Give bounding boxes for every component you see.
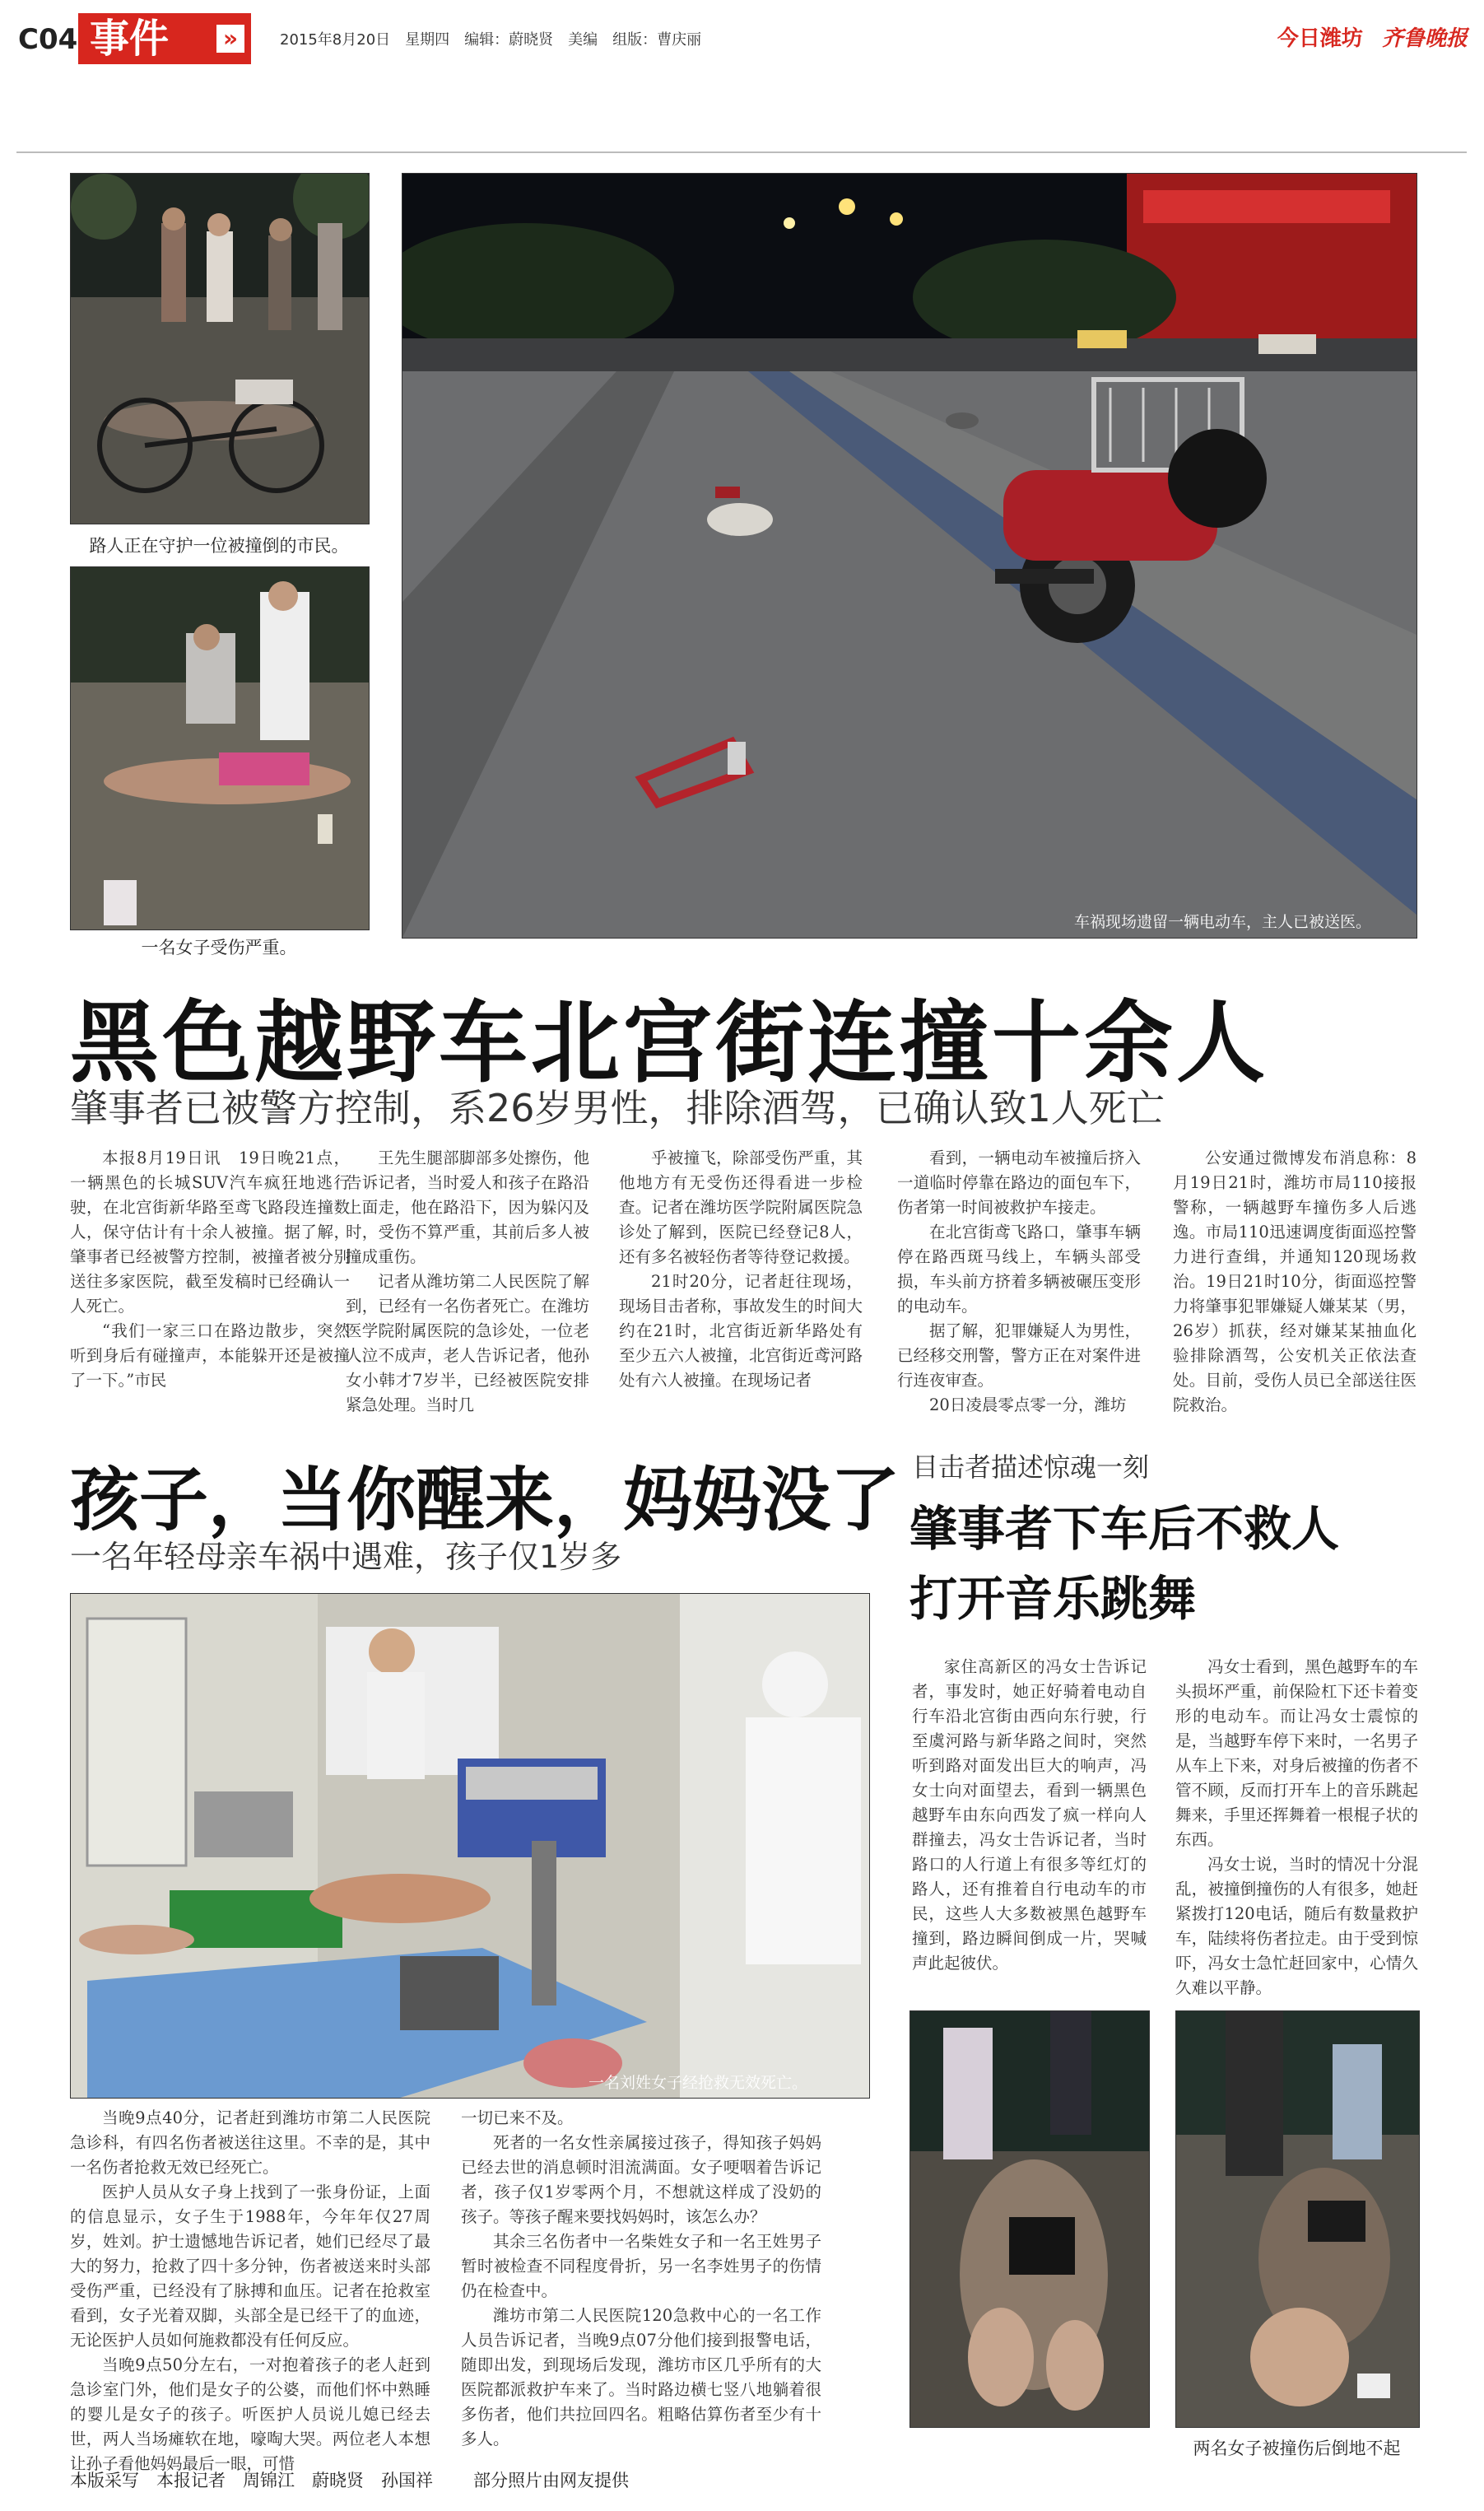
- paragraph: 死者的一名女性亲属接过孩子，得知孩子妈妈已经去世的消息顿时泪流满面。女子哽咽着告诉记者，孩子仅1岁零两个月，不想就这样成了没奶的孩子。等孩子醒来要找妈妈时，该怎么办？: [461, 2133, 821, 2226]
- caption-top-left: 路人正在守护一位被撞倒的市民。: [89, 536, 349, 556]
- photo-two-women-left: [909, 2010, 1150, 2428]
- chevron-right-icon: »: [216, 25, 244, 53]
- photo-credit: 部分照片由网友提供: [473, 2471, 629, 2490]
- section-title: 事件: [90, 16, 170, 62]
- main-column-4: [897, 1146, 1141, 1418]
- paragraph: 当晚9点50分左右，一对抱着孩子的老人赶到急诊室门外，他们是女子的公婆，而他们怀中熟睡的婴儿是女子的孩子。听医护人员说儿媳已经去世，两人当场瘫软在地，嚎啕大哭。两位老人本想让孙子看他妈妈最后一眼，可惜: [70, 2355, 430, 2473]
- paragraph: 在北宫街鸢飞路口，肇事车辆停在路西斑马线上，车辆头部受损，车头前方挤着多辆被碾压变形的电动车。: [897, 1223, 1141, 1316]
- second-column-2: [461, 2106, 821, 2452]
- paragraph: 本报8月19日讯 19日晚21点，一辆黑色的长城SUV汽车疯狂地逃行驶，在北宫街新华路至鸢飞路段连撞数人，保守估计有十余人被撞。据了解，肇事者已经被警方控制，被撞者被分别送往多家医院，截至发稿时已经确认一人死亡。: [70, 1148, 350, 1316]
- caption-mid-left: 一名女子受伤严重。: [141, 938, 297, 957]
- header-divider: [16, 151, 1467, 153]
- caption-two-women: 两名女子被撞伤后倒地不起: [1193, 2439, 1401, 2458]
- third-kicker: 目击者描述惊魂一刻: [912, 1451, 1150, 1483]
- photo-accident-scene: [402, 173, 1417, 939]
- main-headline: 黑色越野车北宫街连撞十余人: [70, 992, 1269, 1095]
- paragraph: 王先生腿部脚部多处擦伤，他告诉记者，当时爱人和孩子在路沿上面走，他在路沿下，因为躲闪及时，受伤不算严重，其前后多人被撞成重伤。: [346, 1148, 589, 1266]
- photo-crowd-bicycle: [70, 173, 370, 524]
- issue-meta: 2015年8月20日 星期四 编辑：蔚晓贤 美编 组版：曹庆丽: [280, 31, 702, 49]
- paragraph: 21时20分，记者赶往现场，现场目击者称，事故发生的时间大约在21时，北宫街近新华路处有至少五六人被撞，北宫街近鸢河路处有六人被撞。在现场记者: [619, 1272, 863, 1390]
- third-headline-line1: 肇事者下车后不救人: [909, 1501, 1340, 1557]
- main-column-5: [1173, 1146, 1417, 1418]
- paragraph: 据了解，犯罪嫌疑人为男性，已经移交刑警，警方正在对案件进行连夜审查。: [897, 1321, 1141, 1390]
- paragraph: 公安通过微博发布消息称：8月19日21时，潍坊市局110接报警称，一辆越野车撞伤多人后逃逸。市局110迅速调度街面巡控警力进行查缉，并通知120现场救治。19日21时10分，街面巡控警力将肇事犯罪嫌疑人嫌某某（男，26岁）抓获，经对嫌某某抽血化验排除酒驾，公安机关正依法查处。目前，受伤人员已全部送往医院救治。: [1173, 1148, 1417, 1414]
- second-headline: 孩子，当你醒来，妈妈没了: [70, 1460, 900, 1540]
- paragraph: 其余三名伤者中一名柴姓女子和一名王姓男子暂时被检查不同程度骨折，另一名李姓男子的伤情仍在检查中。: [461, 2232, 821, 2300]
- paragraph: “我们一家三口在路边散步，突然听到身后有碰撞声，本能躲开还是被撞了一下。”市民: [70, 1321, 350, 1390]
- section-label: [78, 13, 251, 64]
- third-column-2: [1175, 1655, 1418, 2001]
- main-subheadline: 肇事者已被警方控制，系26岁男性，排除酒驾，已确认致1人死亡: [70, 1086, 1165, 1130]
- third-column-1: [912, 1655, 1147, 1976]
- paragraph: 冯女士说，当时的情况十分混乱，被撞倒撞伤的人有很多，她赶紧拨打120电话，随后有数量救护车，陆续将伤者拉走。由于受到惊吓，冯女士急忙赶回家中，心情久久难以平静。: [1175, 1855, 1418, 1997]
- paragraph: 冯女士看到，黑色越野车的车头损坏严重，前保险杠下还卡着变形的电动车。而让冯女士震惊的是，当越野车停下来时，一名男子从车上下来，对身后被撞的伤者不管不顾，反而打开车上的音乐跳起舞来，手里还挥舞着一根棍子状的东西。: [1175, 1657, 1418, 1849]
- paragraph: 家住高新区的冯女士告诉记者，事发时，她正好骑着电动自行车沿北宫街由西向东行驶，行至虞河路与新华路之间时，突然听到路对面发出巨大的响声，冯女士向对面望去，看到一辆黑色越野车由东向西发了疯一样向人群撞去，冯女士告诉记者，当时路口的人行道上有很多等红灯的路人，还有推着自行电动车的市民，这些人大多数被黑色越野车撞到，路边瞬间倒成一片，哭喊声此起彼伏。: [912, 1657, 1147, 1973]
- paragraph: 乎被撞飞，除部受伤严重，其他地方有无受伤还得看进一步检查。记者在潍坊医学院附属医院急诊处了解到，医院已经登记8人，还有多名被轻伤者等待登记救援。: [619, 1148, 863, 1266]
- paragraph: 潍坊市第二人民医院120急救中心的一名工作人员告诉记者，当晚9点07分他们接到报警电话，随即出发，到现场后发现，潍坊市区几乎所有的大医院都派救护车来了。当时路边横七竖八地躺着很多伤者，他们共拉回四名。粗略估算伤者至少有十多人。: [461, 2306, 821, 2448]
- page-number: C04: [18, 23, 78, 56]
- paragraph: 当晚9点40分，记者赶到潍坊市第二人民医院急诊科，有四名伤者被送往这里。不幸的是，其中一名伤者抢救无效已经死亡。: [70, 2108, 430, 2177]
- paragraph: 一切已来不及。: [461, 2108, 574, 2127]
- edition-label: 今日潍坊: [1277, 26, 1363, 51]
- photo-injured-woman: [70, 566, 370, 930]
- second-subheadline: 一名年轻母亲车祸中遇难，孩子仅1岁多: [70, 1539, 622, 1575]
- photo-hospital: [70, 1593, 870, 2099]
- paragraph: 看到，一辆电动车被撞后挤入一道临时停靠在路边的面包车下，伤者第一时间被救护车接走。: [897, 1148, 1141, 1217]
- third-headline-line2: 打开音乐跳舞: [909, 1571, 1197, 1627]
- second-column-1: [70, 2106, 430, 2476]
- reporter-credit: 本版采写 本报记者 周锦江 蔚晓贤 孙国祥: [70, 2471, 433, 2490]
- brand-logo: 齐鲁晚报: [1381, 26, 1468, 51]
- main-column-2: [346, 1146, 589, 1418]
- paragraph: 记者从潍坊第二人民医院了解到，已经有一名伤者死亡。在潍坊医学院附属医院的急诊处，一位老人泣不成声，老人告诉记者，他孙女小韩才7岁半，已经被医院安排紧急处理。当时几: [346, 1272, 589, 1414]
- masthead: [1277, 21, 1468, 52]
- main-column-3: [619, 1146, 863, 1393]
- paragraph: 20日凌晨零点零一分，潍坊: [929, 1395, 1127, 1414]
- paragraph: 医护人员从女子身上找到了一张身份证，上面的信息显示，女子生于1988年，今年年仅27周岁，姓刘。护士遗憾地告诉记者，她们已经尽了最大的努力，抢救了四十多分钟，伤者被送来时头部受伤严重，已经没有了脉搏和血压。记者在抢救室看到，女子光着双脚，头部全是已经干了的血迹，无论医护人员如何施救都没有任何反应。: [70, 2183, 430, 2350]
- caption-accident-scene: 车祸现场遗留一辆电动车，主人已被送医。: [1074, 913, 1372, 931]
- caption-hospital: 一名刘姓女子经抢救无效死亡。: [588, 2074, 808, 2092]
- main-column-1: [70, 1146, 350, 1393]
- photo-two-women-right: [1175, 2010, 1420, 2428]
